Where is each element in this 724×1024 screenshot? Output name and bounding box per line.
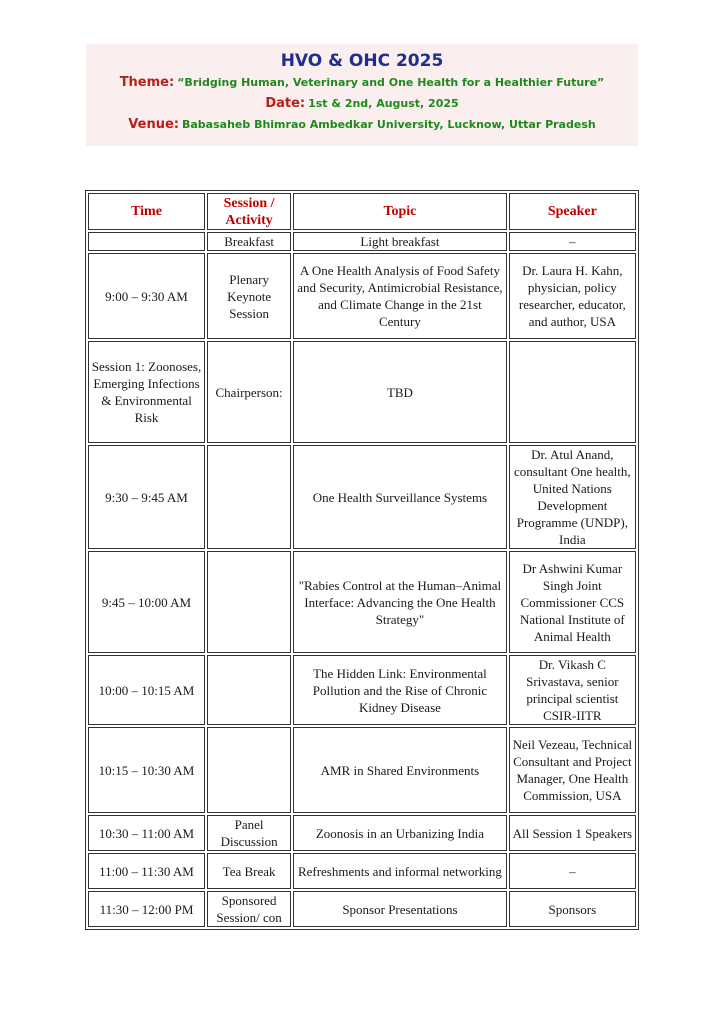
col-header-session: Session / Activity [207,193,291,230]
cell-time: 10:00 – 10:15 AM [88,655,205,725]
date-line [86,93,638,114]
date-label: Date: [265,96,306,111]
cell-speaker: Dr Ashwini Kumar Singh Joint Commissioner CCS National Institute of Animal Health [509,551,636,653]
cell-topic: The Hidden Link: Environmental Pollution and the Rise of Chronic Kidney Disease [293,655,507,725]
col-header-speaker: Speaker [509,193,636,230]
venue-value: Babasaheb Bhimrao Ambedkar University, Lucknow, Uttar Pradesh [182,118,596,131]
cell-session: Tea Break [207,853,291,889]
venue-label: Venue: [128,117,179,132]
theme-label: Theme: [119,75,175,90]
cell-speaker: – [509,232,636,251]
cell-topic: TBD [293,341,507,443]
header-row [88,193,636,230]
cell-speaker: All Session 1 Speakers [509,815,636,851]
cell-session [207,551,291,653]
cell-speaker: Dr. Atul Anand, consultant One health, United Nations Development Programme (UNDP), India [509,445,636,549]
cell-topic: Sponsor Presentations [293,891,507,927]
cell-topic: Refreshments and informal networking [293,853,507,889]
cell-topic: AMR in Shared Environments [293,727,507,813]
theme-line [86,72,638,93]
theme-value: “Bridging Human, Veterinary and One Health for a Healthier Future” [177,76,605,89]
cell-session [207,655,291,725]
event-title: HVO & OHC 2025 [280,51,444,71]
cell-speaker: – [509,853,636,889]
cell-session: Plenary Keynote Session [207,253,291,339]
cell-speaker: Dr. Laura H. Kahn, physician, policy researcher, educator, and author, USA [509,253,636,339]
table-row [88,815,636,851]
cell-time: Session 1: Zoonoses, Emerging Infections & Environmental Risk [88,341,205,443]
cell-session: Panel Discussion [207,815,291,851]
cell-session: Sponsored Session/ con [207,891,291,927]
cell-speaker: Dr. Vikash C Srivastava, senior principal scientist CSIR-IITR [509,655,636,725]
cell-time [88,232,205,251]
cell-time: 11:30 – 12:00 PM [88,891,205,927]
table-row [88,891,636,927]
cell-topic: Light breakfast [293,232,507,251]
cell-time: 9:45 – 10:00 AM [88,551,205,653]
table-row [88,655,636,725]
venue-line [86,114,638,135]
cell-speaker: Sponsors [509,891,636,927]
cell-topic: A One Health Analysis of Food Safety and Security, Antimicrobial Resistance, and Climate Change in the 21st Century [293,253,507,339]
cell-time: 10:30 – 11:00 AM [88,815,205,851]
cell-topic: "Rabies Control at the Human–Animal Interface: Advancing the One Health Strategy" [293,551,507,653]
table-row [88,853,636,889]
table-row [88,253,636,339]
cell-topic: One Health Surveillance Systems [293,445,507,549]
col-header-topic: Topic [293,193,507,230]
cell-time: 9:00 – 9:30 AM [88,253,205,339]
table-row [88,341,636,443]
cell-speaker: Neil Vezeau, Technical Consultant and Project Manager, One Health Commission, USA [509,727,636,813]
date-value: 1st & 2nd, August, 2025 [308,97,459,110]
cell-session: Breakfast [207,232,291,251]
table-row [88,727,636,813]
cell-time: 10:15 – 10:30 AM [88,727,205,813]
cell-time: 9:30 – 9:45 AM [88,445,205,549]
table-row [88,445,636,549]
schedule-table [85,190,639,930]
cell-session [207,727,291,813]
cell-session [207,445,291,549]
cell-topic: Zoonosis in an Urbanizing India [293,815,507,851]
table-row [88,551,636,653]
cell-session: Chairperson: [207,341,291,443]
cell-speaker [509,341,636,443]
table-row [88,232,636,251]
col-header-time: Time [88,193,205,230]
event-header [86,44,638,146]
cell-time: 11:00 – 11:30 AM [88,853,205,889]
